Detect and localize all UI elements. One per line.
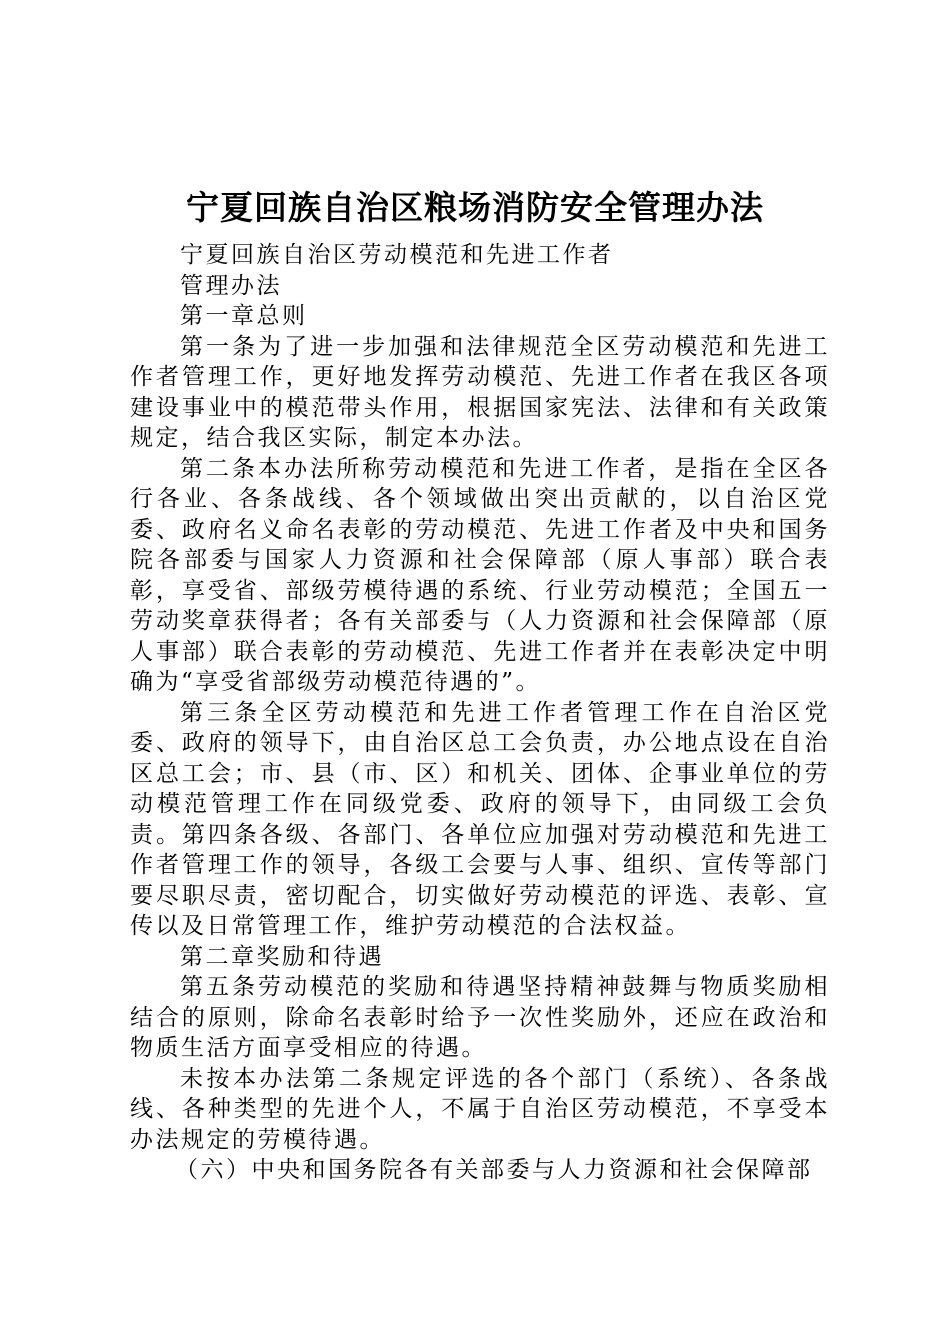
document-title: 宁夏回族自治区粮场消防安全管理办法 [186, 188, 764, 227]
article-2: 第二条本办法所称劳动模范和先进工作者，是指在全区各行各业、各条战线、各个领域做出突出贡献的，以自治区党委、政府名义命名表彰的劳动模范、先进工作者及中央和国务院各部委与国家人力资源和社会保障部（原人事部）联合表彰，享受省、部级劳模待遇的系统、行业劳动模范；全国五一劳动奖章获得者；各有关部委与（人力资源和社会保障部（原人事部）联合表彰的劳动模范、先进工作者并在表彰决定中明确为“享受省部级劳动模范待遇的”。 [130, 455, 830, 695]
subtitle-line-2: 管理办法 [180, 272, 282, 299]
subtitle-line-1: 宁夏回族自治区劳动模范和先进工作者 [180, 242, 614, 268]
chapter-1-heading: 第一章总则 [180, 303, 308, 329]
article-1: 第一条为了进一步加强和法律规范全区劳动模范和先进工作者管理工作，更好地发挥劳动模范、先进工作者在我区各项建设事业中的模范带头作用，根据国家宪法、法律和有关政策规定，结合我区实际，制定本办法。 [130, 333, 830, 451]
chapter-2-heading: 第二章奖励和待遇 [180, 943, 384, 970]
document-body [130, 240, 830, 1186]
article-3-4: 第三条全区劳动模范和先进工作者管理工作在自治区党委、政府的领导下，由自治区总工会负责，办公地点设在自治区总工会；市、县（市、区）和机关、团体、企事业单位的劳动模范管理工作在同级党委、政府的领导下，由同级工会负责。第四条各级、各部门、各单位应加强对劳动模范和先进工作者管理工作的领导，各级工会要与人事、组织、宣传等部门要尽职尽责，密切配合，切实做好劳动模范的评选、表彰、宣传以及日常管理工作，维护劳动模范的合法权益。 [130, 699, 830, 939]
exclusion-note: 未按本办法第二条规定评选的各个部门（系统）、各条战线、各种类型的先进个人，不属于自治区劳动模范，不享受本办法规定的劳模待遇。 [130, 1065, 830, 1153]
article-5: 第五条劳动模范的奖励和待遇坚持精神鼓舞与物质奖励相结合的原则，除命名表彰时给予一次性奖励外，还应在政治和物质生活方面享受相应的待遇。 [130, 974, 830, 1061]
item-6: （六）中央和国务院各有关部委与人力资源和社会保障部 [175, 1157, 813, 1183]
